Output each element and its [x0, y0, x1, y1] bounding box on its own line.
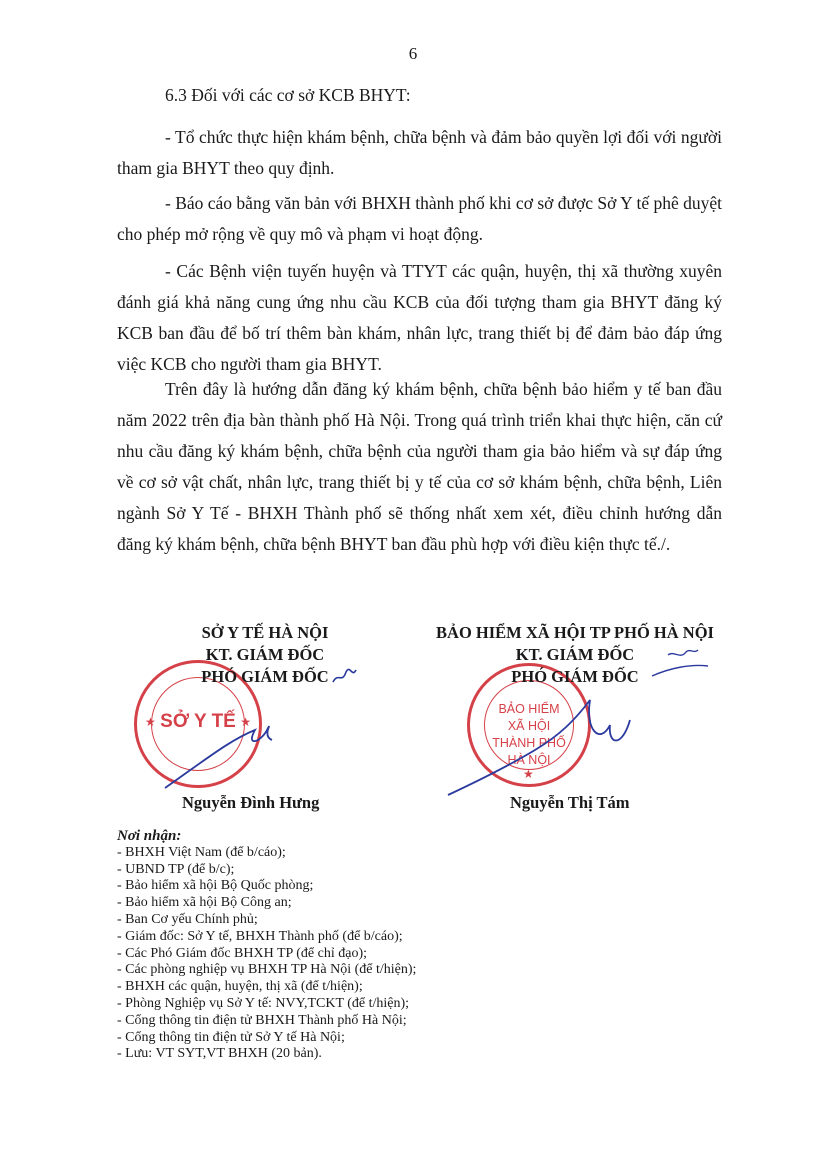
seal-text-line: THÀNH PHỐ	[492, 736, 566, 750]
recipients-section	[117, 828, 617, 1063]
page-number: 6	[408, 44, 418, 63]
star-icon: ★	[240, 715, 251, 729]
paragraph-3: - Các Bệnh viện tuyến huyện và TTYT các quận, huyện, thị xã thường xuyên đánh giá khả năng cung ứng nhu cầu KCB của đối tượng tham gia BHYT đăng ký KCB ban đầu để bố trí thêm bàn khám, nhân lực, trang thiết bị để đảm bảo đáp ứng việc KCB cho người tham gia BHYT.	[117, 261, 722, 374]
list-item: - Cổng thông tin điện tử Sở Y tế Hà Nội;	[117, 1029, 345, 1045]
paragraph-2: - Báo cáo bằng văn bản với BHXH thành phố khi cơ sở được Sở Y tế phê duyệt cho phép mở rộng về quy mô và phạm vi hoạt động.	[117, 193, 722, 244]
signer-role: KT. GIÁM ĐỐC	[205, 645, 325, 664]
seal-text: SỞ Y TẾ	[160, 711, 236, 732]
list-item: - BHXH Việt Nam (để b/cáo);	[117, 844, 286, 860]
signer-title: PHÓ GIÁM ĐỐC	[201, 667, 329, 686]
seal-text-line: HÀ NỘI	[507, 753, 551, 767]
signer-org: SỞ Y TẾ HÀ NỘI	[201, 623, 329, 642]
signer-role: KT. GIÁM ĐỐC	[515, 645, 635, 664]
list-item: - BHXH các quận, huyện, thị xã (để t/hiện);	[117, 979, 363, 995]
recipients-title: Nơi nhận:	[117, 828, 182, 844]
paragraph-4: Trên đây là hướng dẫn đăng ký khám bệnh, chữa bệnh bảo hiểm y tế ban đầu năm 2022 trên địa bàn thành phố Hà Nội. Trong quá trình triển khai thực hiện, căn cứ nhu cầu đăng ký khám bệnh, chữa bệnh của người tham gia bảo hiểm và sự đáp ứng về cơ sở vật chất, nhân lực, trang thiết bị y tế của cơ sở khám bệnh, chữa bệnh, Liên ngành Sở Y Tế - BHXH Thành phố sẽ thống nhất xem xét, điều chỉnh hướng dẫn đăng ký khám bệnh, chữa bệnh BHYT ban đầu phù hợp với điều kiện thực tế./.	[117, 379, 722, 554]
paragraph-1: - Tổ chức thực hiện khám bệnh, chữa bệnh và đảm bảo quyền lợi đối với người tham gia BHYT theo quy định.	[117, 127, 722, 178]
section-heading: 6.3 Đối với các cơ sở KCB BHYT:	[165, 85, 411, 105]
left-signer-name: Nguyễn Đình Hưng	[182, 793, 320, 812]
list-item: - Bảo hiểm xã hội Bộ Công an;	[117, 895, 292, 911]
list-item: - Phòng Nghiệp vụ Sở Y tế: NVY,TCKT (để t/hiện);	[117, 995, 410, 1011]
list-item: - Giám đốc: Sở Y tế, BHXH Thành phố (để b/cáo);	[117, 928, 403, 944]
list-item: - Các Phó Giám đốc BHXH TP (để chỉ đạo);	[117, 945, 368, 961]
list-item: - Cổng thông tin điện tử BHXH Thành phố Hà Nội;	[117, 1012, 407, 1028]
right-signer-name: Nguyễn Thị Tám	[510, 793, 630, 812]
list-item: - Lưu: VT SYT,VT BHXH (20 bản).	[117, 1046, 322, 1062]
signer-org: BẢO HIỂM XÃ HỘI TP PHỐ HÀ NỘI	[436, 623, 714, 642]
recipients-list	[117, 845, 617, 1063]
list-item: - UBND TP (để b/c);	[117, 861, 235, 877]
list-item: - Ban Cơ yếu Chính phủ;	[117, 911, 258, 927]
star-icon: ★	[145, 715, 156, 729]
seal-text-line: BẢO HIỂM	[498, 702, 560, 716]
seal-text-line: XÃ HỘI	[507, 719, 551, 733]
star-icon: ★	[523, 767, 534, 781]
list-item: - Bảo hiểm xã hội Bộ Quốc phòng;	[117, 878, 314, 894]
list-item: - Các phòng nghiệp vụ BHXH TP Hà Nội (để t/hiện);	[117, 962, 417, 978]
signer-title: PHÓ GIÁM ĐỐC	[511, 667, 639, 686]
